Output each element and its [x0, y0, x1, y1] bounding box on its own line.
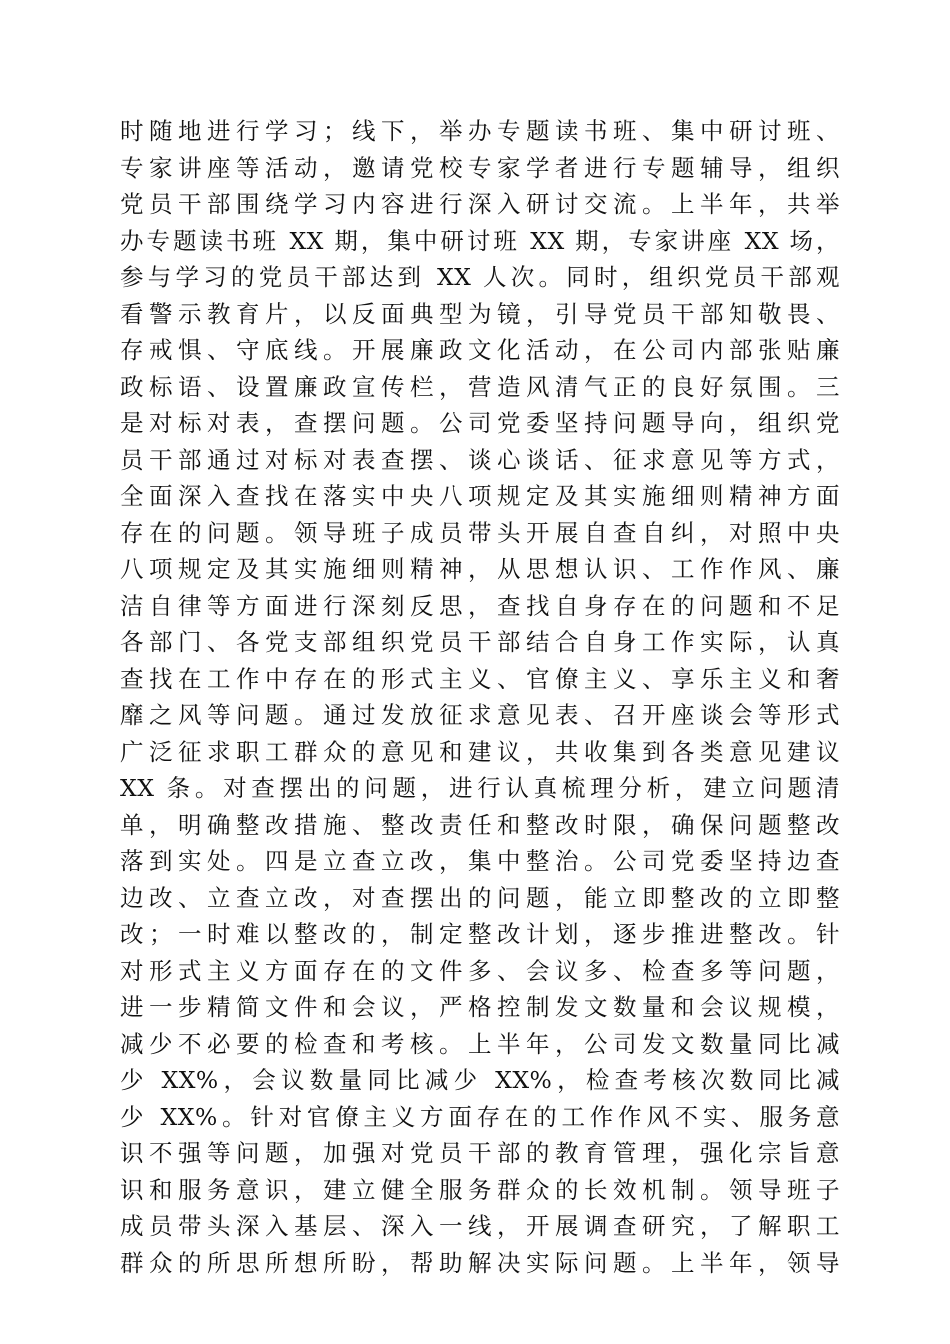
- text-line: 时随地进行学习；线下，举办专题读书班、集中研讨班、: [120, 117, 840, 145]
- text-line: 员干部通过对标对表查摆、谈心谈话、征求意见等方式，: [120, 445, 840, 474]
- text-line: 全面深入查找在落实中央八项规定及其实施细则精神方面: [120, 482, 840, 510]
- text-line: 识不强等问题，加强对党员干部的教育管理，强化宗旨意: [120, 1139, 840, 1167]
- text-line: 专家讲座等活动，邀请党校专家学者进行专题辅导，组织: [120, 153, 840, 182]
- text-line: 进一步精简文件和会议，严格控制发文数量和会议规模，: [120, 993, 840, 1021]
- text-line: 存在的问题。领导班子成员带头开展自查自纠，对照中央: [120, 518, 840, 547]
- text-line: 存戒惧、守底线。开展廉政文化活动，在公司内部张贴廉: [120, 336, 840, 364]
- text-line: 党员干部围绕学习内容进行深入研讨交流。上半年，共举: [120, 190, 840, 218]
- text-line: 靡之风等问题。通过发放征求意见表、召开座谈会等形式: [120, 701, 840, 729]
- text-line: 群众的所思所想所盼，帮助解决实际问题。上半年，领导: [120, 1248, 840, 1277]
- text-line: XX 条。对查摆出的问题，进行认真梳理分析，建立问题清: [120, 774, 840, 802]
- text-line: 落到实处。四是立查立改，集中整治。公司党委坚持边查: [120, 847, 840, 875]
- text-line: 改；一时难以整改的，制定整改计划，逐步推进整改。针: [120, 920, 840, 948]
- body-text: [120, 113, 840, 1281]
- text-line: 看警示教育片，以反面典型为镜，引导党员干部知敬畏、: [120, 299, 840, 328]
- text-line: 查找在工作中存在的形式主义、官僚主义、享乐主义和奢: [120, 664, 840, 693]
- text-line: 八项规定及其实施细则精神，从思想认识、工作作风、廉: [120, 555, 840, 583]
- text-line: 少 XX%。针对官僚主义方面存在的工作作风不实、服务意: [120, 1102, 840, 1131]
- text-line: 洁自律等方面进行深刻反思，查找自身存在的问题和不足: [120, 591, 840, 620]
- text-line: 对形式主义方面存在的文件多、会议多、检查多等问题，: [120, 956, 840, 985]
- text-line: 边改、立查立改，对查摆出的问题，能立即整改的立即整: [120, 883, 840, 912]
- text-line: 少 XX%，会议数量同比减少 XX%，检查考核次数同比减: [120, 1066, 840, 1094]
- text-line: 各部门、各党支部组织党员干部结合自身工作实际，认真: [120, 628, 840, 656]
- text-line: 是对标对表，查摆问题。公司党委坚持问题导向，组织党: [120, 409, 840, 437]
- text-line: 办专题读书班 XX 期，集中研讨班 XX 期，专家讲座 XX 场，: [120, 226, 840, 255]
- text-line: 参与学习的党员干部达到 XX 人次。同时，组织党员干部观: [120, 263, 840, 291]
- text-line: 广泛征求职工群众的意见和建议，共收集到各类意见建议: [120, 737, 840, 766]
- text-line: 识和服务意识，建立健全服务群众的长效机制。领导班子: [120, 1175, 840, 1204]
- text-line: 单，明确整改措施、整改责任和整改时限，确保问题整改: [120, 810, 840, 839]
- text-line: 减少不必要的检查和考核。上半年，公司发文数量同比减: [120, 1029, 840, 1058]
- text-line: 成员带头深入基层、深入一线，开展调查研究，了解职工: [120, 1212, 840, 1240]
- text-line: 政标语、设置廉政宣传栏，营造风清气正的良好氛围。三: [120, 372, 840, 401]
